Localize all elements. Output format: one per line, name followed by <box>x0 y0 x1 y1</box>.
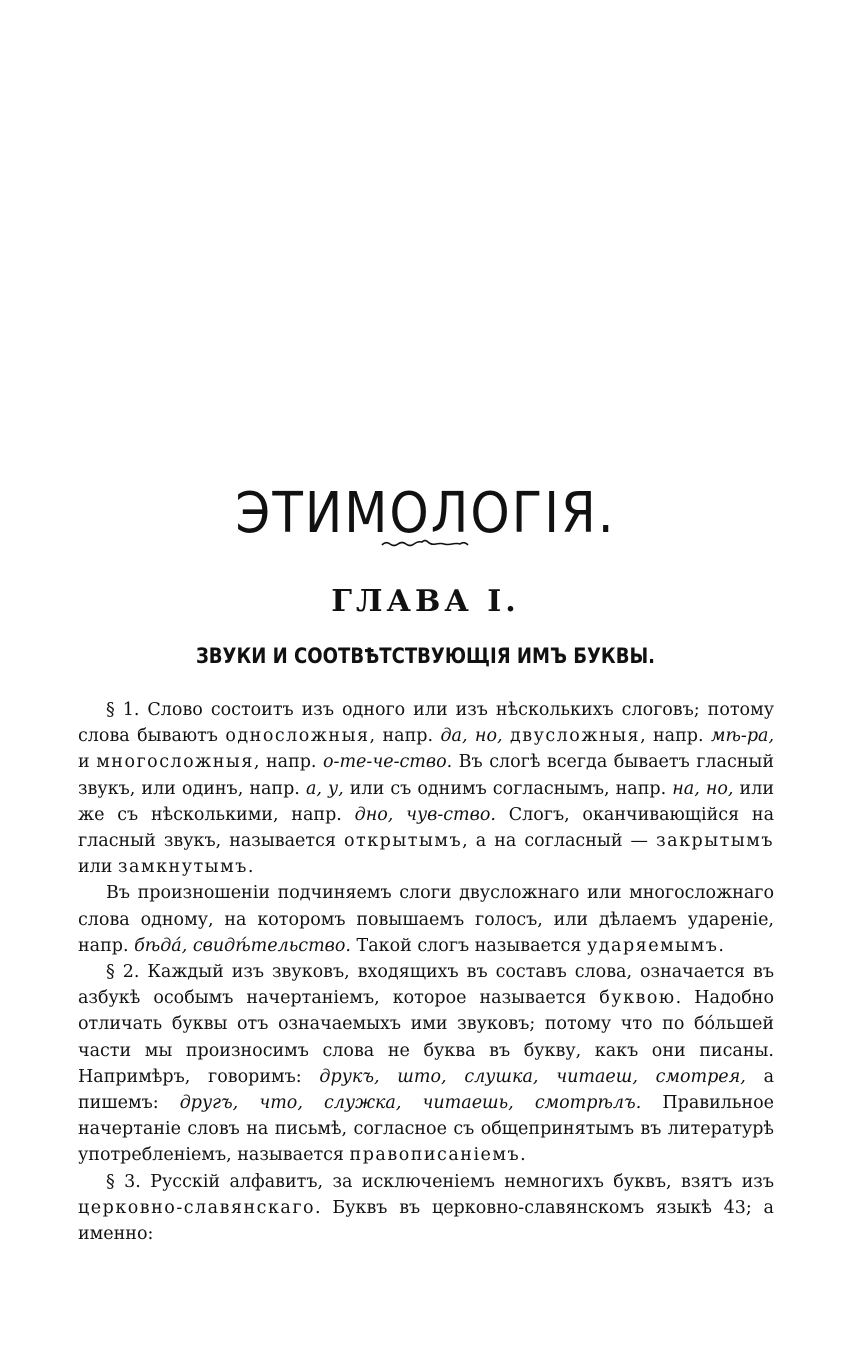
text-run: § 1. Слово состоитъ изъ одного или изъ нѣсколькихъ слоговъ; потому слова бываютъ <box>78 700 774 747</box>
spaced-term: односложныя <box>225 726 370 747</box>
text-run: или же съ нѣсколькими, напр. <box>78 778 774 825</box>
text-run: Слогъ, оканчивающійся на гласный звукъ, называется <box>78 804 774 852</box>
text-run: , напр. <box>640 726 711 747</box>
text-run: Такой слогъ называется <box>350 935 587 956</box>
paragraph <box>78 959 774 1169</box>
spaced-term: правописаніемъ <box>349 1145 521 1166</box>
text-run: , напр. <box>369 726 441 747</box>
text-run: Правильное начертаніе словъ на письмѣ, согласное съ общепринятымъ въ литературѣ употребленіемъ, называется <box>78 1093 774 1166</box>
spaced-term: открытымъ <box>343 831 463 852</box>
text-run: и <box>78 752 97 773</box>
body-text <box>78 697 774 1247</box>
text-run: , напр. <box>253 752 324 773</box>
text-run: . <box>247 857 254 878</box>
italic-example: а, у, <box>305 778 344 799</box>
italic-example: бѣдá, свидѣ́тельство. <box>134 935 351 956</box>
text-run: . <box>520 1145 526 1166</box>
spaced-term: церковно-славянскаго <box>78 1197 316 1218</box>
text-run: § 2. Каждый изъ звуковъ, входящихъ въ составъ слова, означается въ азбукѣ особымъ начертаніемъ, которое называется <box>78 962 774 1009</box>
paragraph <box>78 880 774 959</box>
italic-example: на, но, <box>672 778 734 799</box>
spaced-term: замкнутымъ <box>118 857 248 878</box>
spaced-term: закрытымъ <box>656 831 774 852</box>
italic-example: дно, чув-ство. <box>354 804 496 825</box>
italic-example: да, но, <box>440 726 503 747</box>
paragraph <box>78 697 774 880</box>
text-run: . Надобно отличать буквы отъ означаемыхъ ими звуковъ; потому что по бóльшей части мы произносимъ слова не буква въ букву, какъ они писаны. Напримѣръ, говоримъ: <box>78 988 774 1087</box>
text-run: а пишемъ: <box>78 1066 775 1114</box>
paragraph <box>78 1169 774 1248</box>
text-run: , а на согласный — <box>462 831 657 852</box>
text-run: § 3. Русскій алфавитъ, за исключеніемъ немногихъ буквъ, взятъ изъ <box>106 1171 774 1192</box>
italic-example: друкъ, што, слушка, читаеш, смотрея, <box>319 1066 746 1087</box>
text-run: Въ произношеніи подчиняемъ слоги двусложнаго или многосложнаго слова одному, на которомъ повышаемъ голосъ, или дѣлаемъ ударенiе, напр. <box>78 883 774 956</box>
italic-example: о-те-че-ство. <box>323 752 453 773</box>
spaced-term: ударяемымъ <box>586 935 719 956</box>
page-title: ЭТИМОЛОГІЯ. <box>235 480 616 545</box>
chapter-subtitle: ЗВУКИ И СООТВѢТСТВУЮЩІЯ ИМЪ БУКВЫ. <box>195 644 656 668</box>
spaced-term: буквою <box>599 988 676 1009</box>
chapter-heading: ГЛАВА I. <box>331 584 520 619</box>
spaced-term: многосложныя <box>96 752 254 773</box>
text-run <box>503 726 510 746</box>
text-run: . <box>718 935 724 956</box>
italic-example: мѣ-ра, <box>710 726 775 747</box>
spaced-term: двусложныя <box>509 726 641 747</box>
text-run: или <box>78 857 119 878</box>
italic-example: другъ, что, служка, читаешь, смотрѣлъ. <box>179 1093 642 1114</box>
text-run: Въ слогѣ всегда бываетъ гласный звукъ, или одинъ, напр. <box>78 752 774 799</box>
text-run: . Буквъ въ церковно-славянскомъ языкѣ 43; а именно: <box>78 1197 774 1245</box>
decorative-divider <box>380 536 470 550</box>
text-run: или съ однимъ согласнымъ, напр. <box>343 778 673 799</box>
